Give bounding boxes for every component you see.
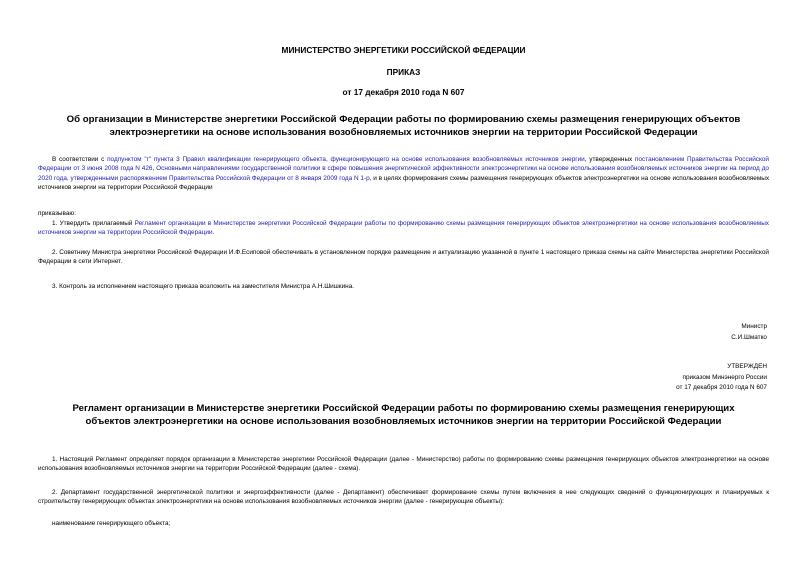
order-item-3: 3. Контроль за исполнением настоящего приказа возложить на заместителя Министра А.Н.Шишкина. [52, 283, 355, 290]
signature-position: Министр [741, 323, 767, 330]
doc-type-heading: ПРИКАЗ [386, 67, 421, 77]
preamble-text-2: , утвержденных [584, 156, 636, 163]
preamble-text-1: В соответствии с [52, 156, 108, 163]
preamble-text-4: , и в целях формирования схемы размещения генерирующих объектов электроэнергетики на основе использования возобновляемых источников энергии на территории Российской Федерации [38, 174, 770, 191]
order-item-2: 2. Советнику Министра энергетики Российской Федерации И.Ф.Есиповой обеспечивать в установленном порядке размещение и актуализацию указанной в пункте 1 настоящего приказа схемы на сайте Министерства энергетики Российской Федерации в сети Интернет. [38, 249, 769, 266]
approval-line-3: от 17 декабря 2010 года N 607 [676, 384, 767, 391]
approval-line-2: приказом Минэнерго России [682, 374, 767, 381]
item1-prefix: 1. Утвердить прилагаемый [52, 220, 135, 227]
reglament-item-1: 1. Настоящий Регламент определяет порядок организации в Министерстве энергетики Российской Федерации (далее - Министерство) работы по формированию схемы размещения генерирующих объектов электроэнергетики на основе использования возобновляемых источников энергии на территории Российской Федерации (далее - схема). [38, 456, 769, 473]
order-title: Об организации в Министерстве энергетики Российской Федерации работы по формированию схемы размещения генерирующих объектов электроэнергетики на основе использования возобновляемых источников энергии на территории Российской Федерации [66, 114, 741, 138]
reglament-item-3: наименование генерирующего объекта; [52, 520, 171, 527]
link-government-decree[interactable]: постановлением Правительства Российской Федерации от 3 июня 2008 года N 426 [38, 156, 769, 173]
link-reglament[interactable]: Регламент организации в Министерстве энергетики Российской Федерации работы по формированию схемы размещения генерирующих объектов электроэнергетики на основе использования возобновляемых источников энергии на территории Российской Федерации [38, 220, 769, 237]
link-rules-subpoint[interactable]: подпунктом "г" пункта 3 Правил квалификации генерирующего объекта, функционирующего на основе использования возобновляемых источников энергии [107, 156, 585, 163]
preamble-paragraph [38, 155, 769, 192]
signature-name: С.И.Шматко [731, 334, 767, 341]
doc-date-number: от 17 декабря 2010 года N 607 [342, 87, 465, 97]
link-main-directions[interactable]: Основными направлениями государственной политики в сфере повышения энергетической эффективности электроэнергетики на основе использования возобновляемых источников энергии на период до 2020 года, утвержденными распоряжением Правительства Российской Федерации от 8 января 2009 года N 1-р [38, 165, 769, 182]
approval-line-1: УТВЕРЖДЕН [727, 363, 767, 370]
order-item-1 [38, 219, 769, 238]
preamble-text-3: , [152, 165, 157, 173]
reglament-item-2: 2. Департамент государственной энергетической политики и энергоэффективности (далее - Департамент) обеспечивает формирование схемы путем включения в нее следующих сведений о функционирующих и планируемых к строительству генерирующих объектах электроэнергетики на основе использования возобновляемых источников энергии (далее - генерирующие объекты): [38, 489, 769, 506]
reglament-title: Регламент организации в Министерстве энергетики Российской Федерации работы по формированию схемы размещения генерирующих объектов электроэнергетики на основе использования возобновляемых источников энергии на территории Российской Федерации [72, 403, 735, 427]
item1-suffix: . [212, 229, 215, 237]
ministry-heading: МИНИСТЕРСТВО ЭНЕРГЕТИКИ РОССИЙСКОЙ ФЕДЕРАЦИИ [281, 45, 526, 55]
order-word: приказываю: [38, 210, 76, 217]
